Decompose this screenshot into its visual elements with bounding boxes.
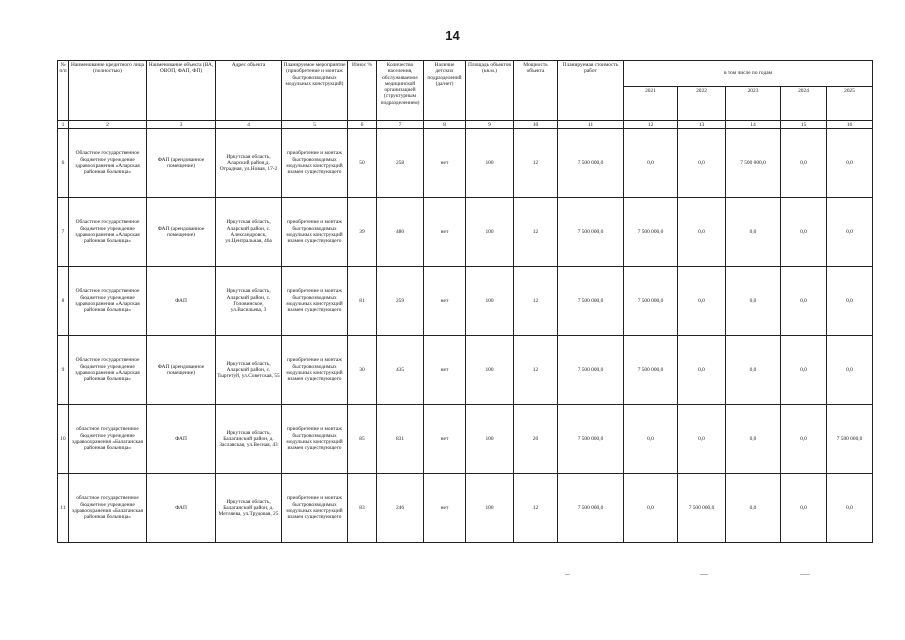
- row-number: 8: [58, 267, 69, 336]
- year-2021-cell: 0,0: [624, 129, 678, 198]
- header-capacity: Мощность объекта: [514, 61, 558, 121]
- address-cell: Иркутская область, Балаганский район, д. Заславская, ул.Весная, 43: [216, 405, 282, 474]
- population-cell: 258: [377, 129, 424, 198]
- object-cell: ФАП (арендованное помещение): [147, 198, 216, 267]
- children-cell: нет: [424, 129, 466, 198]
- row-number: 7: [58, 198, 69, 267]
- header-year-2021: 2021: [624, 87, 678, 121]
- scan-mark: [700, 574, 708, 575]
- children-cell: нет: [424, 405, 466, 474]
- capacity-cell: 12: [514, 267, 558, 336]
- year-2023-cell: 0,0: [726, 198, 781, 267]
- column-number: 7: [377, 121, 424, 129]
- scan-mark: [565, 574, 570, 575]
- organization-cell: областное государственное бюджетное учреждение здравоохранения «Балаганская районная больница»: [69, 405, 147, 474]
- population-cell: 259: [377, 267, 424, 336]
- year-2021-cell: 7 500 000,0: [624, 336, 678, 405]
- population-cell: 435: [377, 336, 424, 405]
- organization-cell: Областное государственное бюджетное учреждение здравоохранения «Аларская районная больница»: [69, 267, 147, 336]
- year-2025-cell: 0,0: [827, 474, 873, 543]
- cost-cell: 7 500 000,0: [558, 267, 624, 336]
- column-number: 4: [216, 121, 282, 129]
- year-2023-cell: 7 500 000,0: [726, 129, 781, 198]
- capacity-cell: 12: [514, 198, 558, 267]
- object-cell: ФАП: [147, 474, 216, 543]
- object-cell: ФАП (арендованное помещение): [147, 336, 216, 405]
- population-cell: 831: [377, 405, 424, 474]
- event-cell: приобретение и монтаж быстровозводимых модульных конструкций взамен существующего: [282, 405, 348, 474]
- year-2023-cell: 0,0: [726, 405, 781, 474]
- organization-cell: Областное государственное бюджетное учреждение здравоохранения «Аларская районная больница»: [69, 336, 147, 405]
- year-2024-cell: 0,0: [781, 129, 827, 198]
- capacity-cell: 12: [514, 336, 558, 405]
- header-object-name: Наименование объекта (ВА, ОВОП, ФАП, ФП): [147, 61, 216, 121]
- year-2025-cell: 7 500 000,0: [827, 405, 873, 474]
- wear-cell: 30: [348, 336, 377, 405]
- children-cell: нет: [424, 267, 466, 336]
- cost-cell: 7 500 000,0: [558, 336, 624, 405]
- column-number: 12: [624, 121, 678, 129]
- wear-cell: 85: [348, 405, 377, 474]
- cost-cell: 7 500 000,0: [558, 474, 624, 543]
- year-2024-cell: 0,0: [781, 474, 827, 543]
- row-number: 9: [58, 336, 69, 405]
- object-cell: ФАП: [147, 267, 216, 336]
- row-number: 11: [58, 474, 69, 543]
- area-cell: 100: [466, 129, 514, 198]
- year-2022-cell: 0,0: [678, 198, 726, 267]
- wear-cell: 83: [348, 474, 377, 543]
- column-number: 1: [58, 121, 69, 129]
- column-number: 9: [466, 121, 514, 129]
- header-row: [58, 61, 873, 87]
- year-2023-cell: 0,0: [726, 336, 781, 405]
- header-area: Площадь объектов (кв.м.): [466, 61, 514, 121]
- event-cell: приобретение и монтаж быстровозводимых модульных конструкций взамен существующего: [282, 198, 348, 267]
- year-2025-cell: 0,0: [827, 129, 873, 198]
- column-number: 13: [678, 121, 726, 129]
- header-address: Адрес объекта: [216, 61, 282, 121]
- column-number: 3: [147, 121, 216, 129]
- year-2024-cell: 0,0: [781, 267, 827, 336]
- address-cell: Иркутская область, Аларский район, с. Александровск, ул.Центральная, 46а: [216, 198, 282, 267]
- area-cell: 100: [466, 267, 514, 336]
- header-year-2024: 2024: [781, 87, 827, 121]
- capacity-cell: 12: [514, 129, 558, 198]
- column-numbers-row: [58, 121, 873, 129]
- year-2025-cell: 0,0: [827, 336, 873, 405]
- area-cell: 100: [466, 336, 514, 405]
- column-number: 5: [282, 121, 348, 129]
- header-population: Количество населения, обслуживаемое медицинской организацией (структурным подразделением): [377, 61, 424, 121]
- year-2024-cell: 0,0: [781, 198, 827, 267]
- table-row: [58, 129, 873, 198]
- children-cell: нет: [424, 474, 466, 543]
- header-years-group: в том числе по годам: [624, 61, 873, 87]
- table-row: [58, 198, 873, 267]
- header-cost: Планируемая стоимость работ: [558, 61, 624, 121]
- scan-mark: [800, 574, 810, 575]
- table-row: [58, 405, 873, 474]
- address-cell: Иркутская область, Аларский район,д. Отрадная, ул.Новая, 17-2: [216, 129, 282, 198]
- wear-cell: 50: [348, 129, 377, 198]
- object-cell: ФАП (арендованное помещение): [147, 129, 216, 198]
- cost-cell: 7 500 000,0: [558, 405, 624, 474]
- year-2025-cell: 0,0: [827, 198, 873, 267]
- table-row: [58, 474, 873, 543]
- table-row: [58, 267, 873, 336]
- event-cell: приобретение и монтаж быстровозводимых модульных конструкций взамен существующего: [282, 336, 348, 405]
- year-2022-cell: 7 500 000,0: [678, 474, 726, 543]
- wear-cell: 39: [348, 198, 377, 267]
- header-planned-event: Планируемое мероприятие (приобретение и монтаж быстровозводимых модульных конструкций): [282, 61, 348, 121]
- population-cell: 480: [377, 198, 424, 267]
- year-2024-cell: 0,0: [781, 336, 827, 405]
- column-number: 2: [69, 121, 147, 129]
- organization-cell: областное государственное бюджетное учреждение здравоохранения «Балаганская районная больница»: [69, 474, 147, 543]
- year-2022-cell: 0,0: [678, 129, 726, 198]
- children-cell: нет: [424, 336, 466, 405]
- address-cell: Иркутская область, Балаганский район, д. Метляева, ул.Трудовая, 25: [216, 474, 282, 543]
- year-2022-cell: 0,0: [678, 267, 726, 336]
- header-year-2023: 2023: [726, 87, 781, 121]
- capacity-cell: 12: [514, 474, 558, 543]
- population-cell: 246: [377, 474, 424, 543]
- year-2021-cell: 0,0: [624, 405, 678, 474]
- header-num: № п/п: [58, 61, 69, 121]
- address-cell: Иркутская область, Аларский район, с. Головинское, ул.Васильева, 3: [216, 267, 282, 336]
- column-number: 14: [726, 121, 781, 129]
- row-number: 10: [58, 405, 69, 474]
- column-number: 10: [514, 121, 558, 129]
- capacity-cell: 20: [514, 405, 558, 474]
- column-number: 15: [781, 121, 827, 129]
- event-cell: приобретение и монтаж быстровозводимых модульных конструкций взамен существующего: [282, 267, 348, 336]
- header-year-2022: 2022: [678, 87, 726, 121]
- column-number: 16: [827, 121, 873, 129]
- header-organization: Наименование кредитного лица (полностью): [69, 61, 147, 121]
- table-row: [58, 336, 873, 405]
- area-cell: 100: [466, 474, 514, 543]
- wear-cell: 81: [348, 267, 377, 336]
- year-2023-cell: 0,0: [726, 267, 781, 336]
- year-2022-cell: 0,0: [678, 405, 726, 474]
- object-cell: ФАП: [147, 405, 216, 474]
- organization-cell: Областное государственное бюджетное учреждение здравоохранения «Аларская районная больница»: [69, 129, 147, 198]
- year-2021-cell: 0,0: [624, 474, 678, 543]
- objects-table: [57, 60, 873, 543]
- year-2021-cell: 7 500 000,0: [624, 267, 678, 336]
- year-2025-cell: 0,0: [827, 267, 873, 336]
- event-cell: приобретение и монтаж быстровозводимых модульных конструкций взамен существующего: [282, 129, 348, 198]
- event-cell: приобретение и монтаж быстровозводимых модульных конструкций взамен существующего: [282, 474, 348, 543]
- year-2021-cell: 7 500 000,0: [624, 198, 678, 267]
- address-cell: Иркутская область, Аларский район, с. Тыргетуй, ул.Советская, 55: [216, 336, 282, 405]
- children-cell: нет: [424, 198, 466, 267]
- column-number: 6: [348, 121, 377, 129]
- cost-cell: 7 500 000,0: [558, 129, 624, 198]
- column-number: 8: [424, 121, 466, 129]
- header-year-2025: 2025: [827, 87, 873, 121]
- year-2022-cell: 0,0: [678, 336, 726, 405]
- year-2024-cell: 0,0: [781, 405, 827, 474]
- year-2023-cell: 0,0: [726, 474, 781, 543]
- header-children: Наличие детских подразделений (да/нет): [424, 61, 466, 121]
- cost-cell: 7 500 000,0: [558, 198, 624, 267]
- organization-cell: Областное государственное бюджетное учреждение здравоохранения «Аларская районная больница»: [69, 198, 147, 267]
- area-cell: 100: [466, 405, 514, 474]
- row-number: 6: [58, 129, 69, 198]
- column-number: 11: [558, 121, 624, 129]
- header-wear: Износ %: [348, 61, 377, 121]
- page-number: 14: [445, 28, 460, 43]
- area-cell: 100: [466, 198, 514, 267]
